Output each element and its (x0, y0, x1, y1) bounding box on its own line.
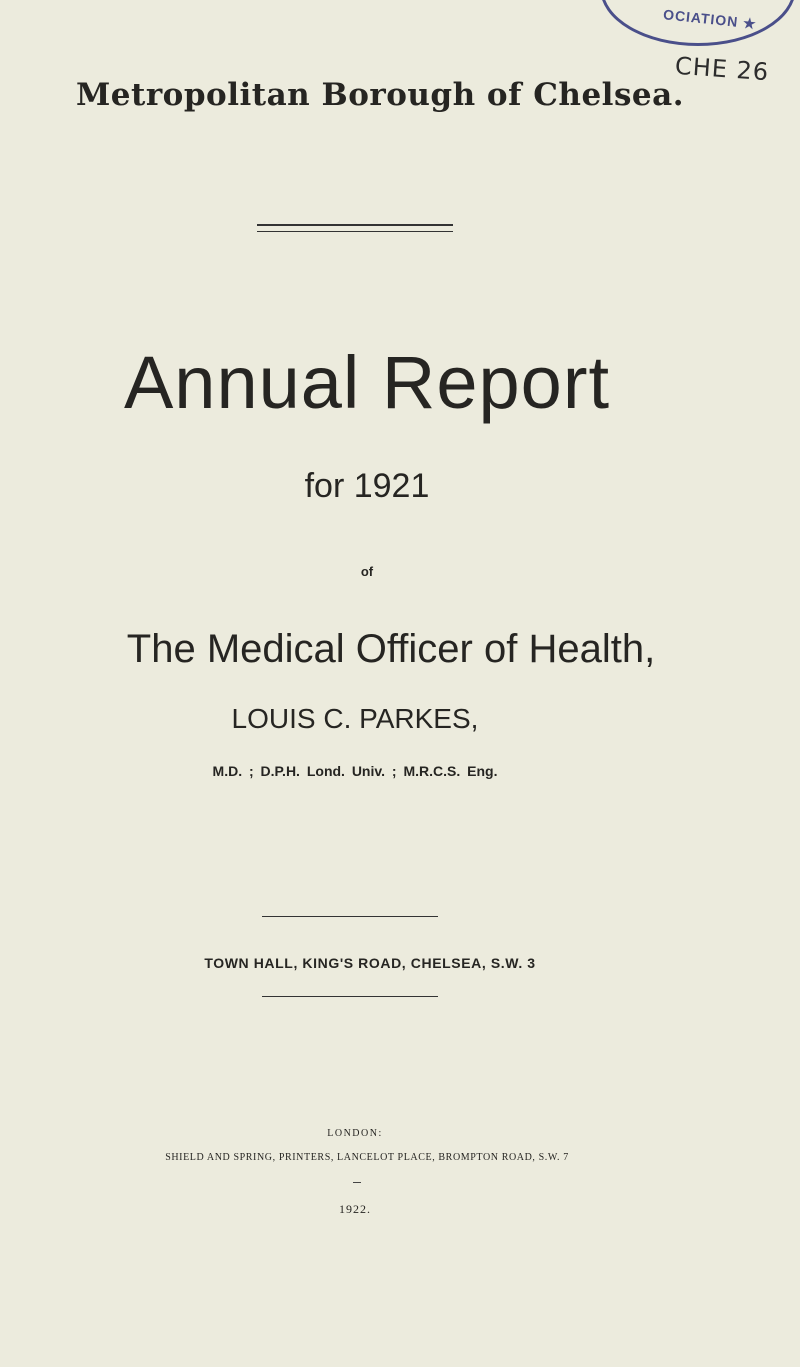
upper-divider (262, 916, 438, 917)
imprint-dash (353, 1182, 361, 1183)
bleed-through-heading (0, 140, 800, 180)
officer-qualifications: M.D. ; D.P.H. Lond. Univ. ; M.R.C.S. Eng. (212, 763, 498, 779)
handwritten-reference: CHE 26 (674, 51, 771, 87)
imprint-printer: SHIELD AND SPRING, PRINTERS, LANCELOT PLACE, BROMPTON ROAD, S.W. 7 (165, 1152, 569, 1163)
officer-title: The Medical Officer of Health, (126, 627, 656, 671)
of-label: of (360, 564, 374, 579)
imprint-city: LONDON: (327, 1128, 383, 1139)
borough-heading: Metropolitan Borough of Chelsea. (75, 77, 684, 113)
library-stamp (600, 0, 796, 46)
imprint-year: 1922. (339, 1202, 371, 1216)
officer-name: LOUIS C. PARKES, (231, 703, 479, 734)
double-rule (257, 224, 453, 232)
report-title: Annual Report (123, 341, 611, 424)
report-year: for 1921 (304, 467, 430, 505)
lower-divider (262, 996, 438, 997)
stamp-text: OCIATION ★ (662, 6, 758, 32)
office-address: TOWN HALL, KING'S ROAD, CHELSEA, S.W. 3 (204, 955, 536, 971)
